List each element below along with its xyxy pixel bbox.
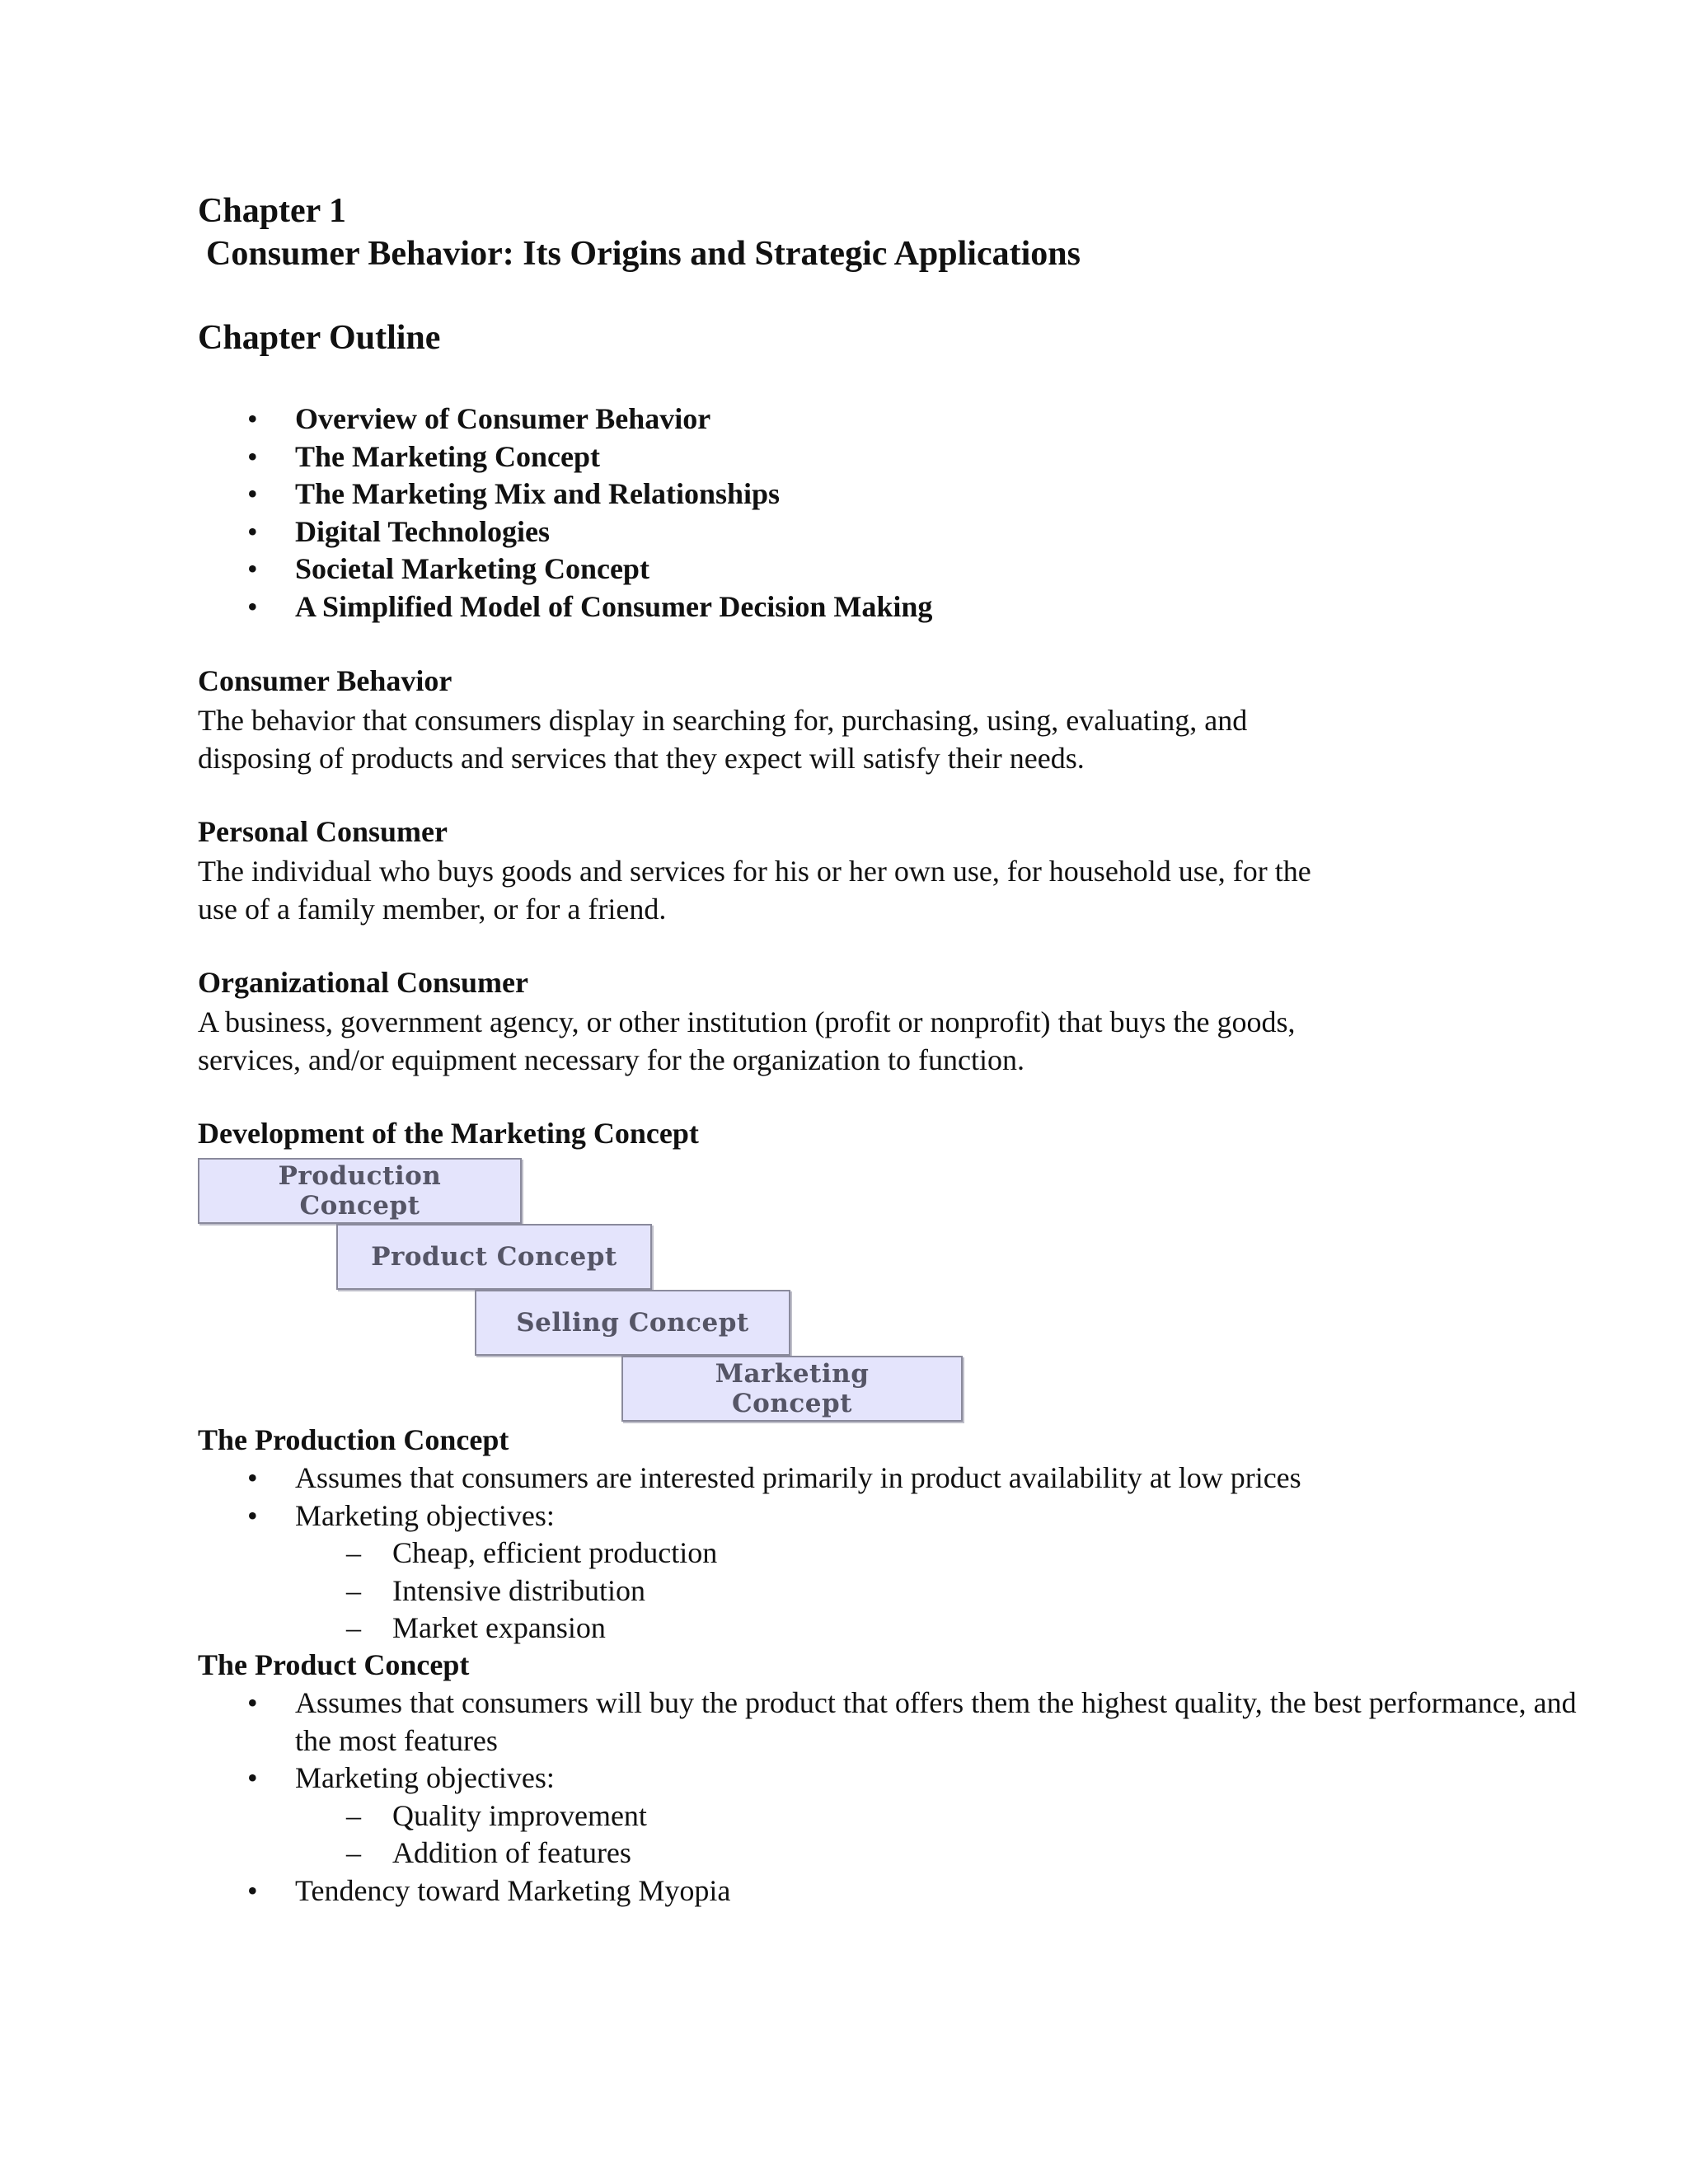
- product-concept-heading: The Product Concept: [198, 1648, 470, 1681]
- list-item-text: Marketing objectives:: [295, 1498, 555, 1532]
- production-concept-box: Production Concept: [198, 1158, 522, 1224]
- bullet-glyph: •: [247, 1761, 258, 1795]
- definition-term: Consumer Behavior: [198, 664, 452, 697]
- list-item-text: Tendency toward Marketing Myopia: [295, 1873, 731, 1907]
- outline-heading: Chapter Outline: [198, 319, 441, 357]
- bullet-glyph: •: [247, 402, 258, 435]
- list-item-text: Assumes that consumers are interested primarily in product availability at low prices: [295, 1461, 1301, 1494]
- production-concept-heading: The Production Concept: [198, 1423, 509, 1456]
- list-item-text: Marketing objectives:: [295, 1761, 555, 1795]
- dash-glyph: –: [346, 1836, 361, 1870]
- sub-list-item-text: Intensive distribution: [392, 1573, 645, 1607]
- chapter-title: Consumer Behavior: Its Origins and Strategic Applications: [206, 235, 1081, 273]
- bullet-glyph: •: [247, 1873, 258, 1907]
- bullet-glyph: •: [247, 514, 258, 548]
- definition-line: services, and/or equipment necessary for the organization to function.: [198, 1043, 1025, 1076]
- bullet-glyph: •: [247, 477, 258, 511]
- list-item-text: Assumes that consumers will buy the product that offers them the highest quality, the best performance, and the most features: [295, 1686, 1577, 1757]
- bullet-glyph: •: [247, 1686, 258, 1719]
- bullet-glyph: •: [247, 1498, 258, 1532]
- definition-text: [198, 852, 1311, 928]
- definition-line: The behavior that consumers display in searching for, purchasing, using, evaluating, and: [198, 704, 1248, 737]
- definition-line: The individual who buys goods and services for his or her own use, for household use, for the: [198, 855, 1311, 888]
- chapter-number: Chapter 1: [198, 192, 347, 230]
- dash-glyph: –: [346, 1798, 361, 1832]
- definition-text: [198, 1003, 1295, 1079]
- definition-text: [198, 701, 1247, 777]
- outline-item-text: A Simplified Model of Consumer Decision Making: [295, 589, 933, 623]
- sub-list-item-text: Market expansion: [392, 1611, 606, 1645]
- product-concept-box: Product Concept: [336, 1224, 652, 1290]
- bullet-glyph: •: [247, 552, 258, 586]
- dash-glyph: –: [346, 1611, 361, 1645]
- definition-term: Personal Consumer: [198, 815, 448, 848]
- development-heading: Development of the Marketing Concept: [198, 1117, 699, 1150]
- bullet-glyph: •: [247, 1461, 258, 1494]
- outline-item-text: Digital Technologies: [295, 514, 551, 548]
- bullet-glyph: •: [247, 439, 258, 473]
- definition-line: disposing of products and services that they expect will satisfy their needs.: [198, 742, 1085, 775]
- selling-concept-box: Selling Concept: [475, 1290, 790, 1356]
- sub-list-item-text: Cheap, efficient production: [392, 1536, 718, 1570]
- definition-line: A business, government agency, or other institution (profit or nonprofit) that buys the goods,: [198, 1005, 1296, 1038]
- outline-item-text: Societal Marketing Concept: [295, 552, 649, 586]
- outline-item-text: Overview of Consumer Behavior: [295, 402, 711, 435]
- bullet-glyph: •: [247, 589, 258, 623]
- dash-glyph: –: [346, 1536, 361, 1570]
- dash-glyph: –: [346, 1573, 361, 1607]
- outline-item-text: The Marketing Mix and Relationships: [295, 477, 781, 511]
- marketing-concept-box: Marketing Concept: [621, 1356, 963, 1422]
- outline-item-text: The Marketing Concept: [295, 439, 600, 473]
- definition-term: Organizational Consumer: [198, 966, 528, 999]
- sub-list-item-text: Addition of features: [392, 1836, 631, 1870]
- definition-line: use of a family member, or for a friend.: [198, 893, 667, 926]
- sub-list-item-text: Quality improvement: [392, 1798, 647, 1832]
